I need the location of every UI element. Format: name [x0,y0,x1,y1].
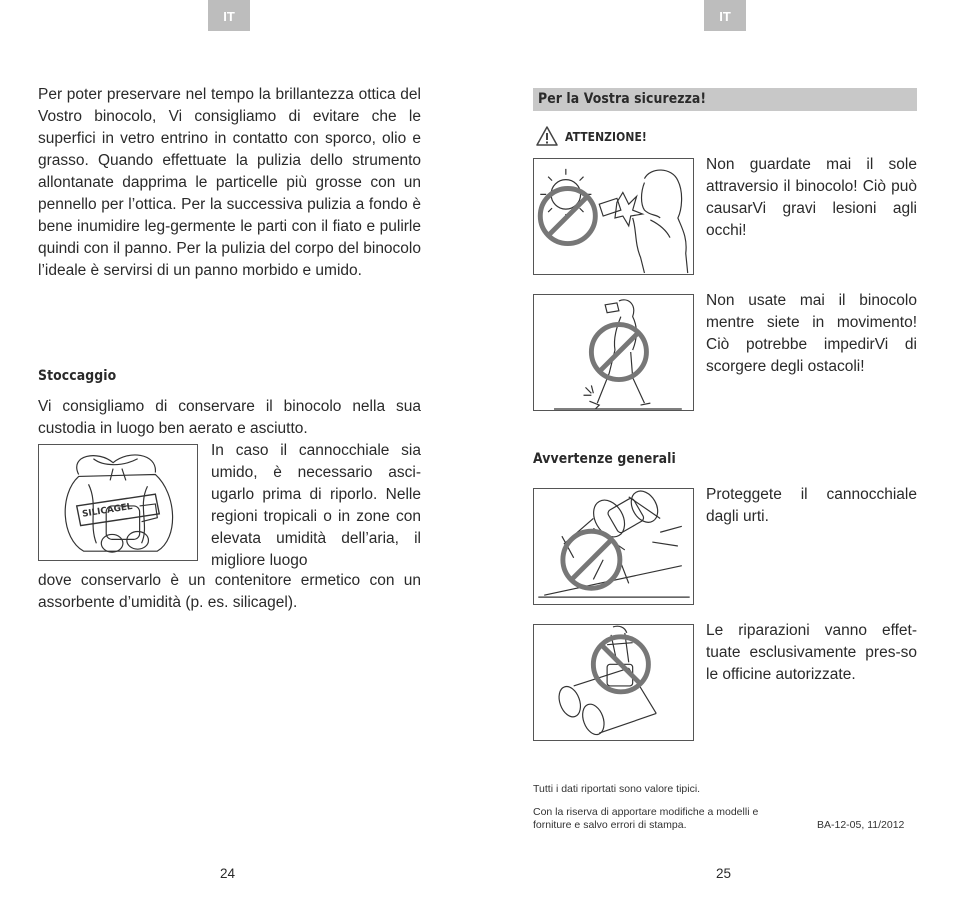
storage-heading: Stoccaggio [38,368,117,384]
binocular-in-bag-image [39,445,197,560]
note-repair-text: Le riparazioni vanno effet-tuate esclusivamente pres-so le officine autorizzate. [706,622,917,683]
dropped-binocular-image [534,489,693,604]
document-code: BA-12-05, 11/2012 [817,819,905,831]
cleaning-paragraph: Per poter preservare nel tempo la brillantezza ottica del Vostro binocolo, Vi consigliamo di evitare che le superfici in vetro entrino in contatto con sporco, olio e grasso. Quando effettuate la pulizia dello strumento allontanate dapprima le particelle più grosse con un pennello per l’ottica. Per la successiva pulizia a fondo è bene inumidire leg-germente le parti con il fiato e pulirle quindi con il panno. Per la pulizia del corpo del binocolo l’ideale è servirsi di un panno morbido e umido. [38,86,421,279]
safety-heading-bar [533,88,917,111]
storage-side-text: In caso il cannocchiale sia umido, è necessario asci-ugarlo prima di riporlo. Nelle regioni tropicali o in zone con elevata umidità dell’aria, il migliore luogo [211,442,421,569]
footer-typical-values: Tutti i dati riportati sono valore tipici. [533,783,701,795]
storage-bag-illustration [38,444,198,561]
storage-intro: Vi consigliamo di conservare il binocolo nella sua custodia in luogo ben aerato e asciutto. [38,398,421,437]
warning-walking-text: Non usate mai il binocolo mentre siete in movimento! Ciò potrebbe impedirVi di scorgere degli ostacoli! [706,292,917,375]
page-number-left: 24 [220,866,236,881]
note-impact-text: Proteggete il cannocchiale dagli urti. [706,486,917,525]
disassembled-binocular-image [534,625,693,740]
repair-warning-illustration [533,624,694,741]
walking-warning-illustration [533,294,694,411]
warning-label: ATTENZIONE! [565,129,647,144]
general-heading: Avvertenze generali [533,451,676,467]
storage-tail-text: dove conservarlo è un contenitore ermetico con un assorbente d’umidità (p. es. silicagel). [38,572,421,611]
walking-with-binocular-image [534,295,693,410]
safety-heading: Per la Vostra sicurezza! [538,91,707,107]
silicagel-label: SILICAGEL [81,501,134,520]
impact-warning-illustration [533,488,694,605]
sun-warning-illustration [533,158,694,275]
warning-triangle-icon [535,125,559,147]
warning-sun-text: Non guardate mai il sole attraversio il binocolo! Ciò può causarVi gravi lesioni agli occhi! [706,156,917,239]
language-tab-right: IT [704,0,746,31]
footer-reserve-note: Con la riserva di apportare modifiche a modelli e forniture e salvo errori di stampa. [533,806,759,831]
looking-at-sun-image [534,159,693,274]
page-number-right: 25 [716,866,732,881]
language-tab-left: IT [208,0,250,31]
